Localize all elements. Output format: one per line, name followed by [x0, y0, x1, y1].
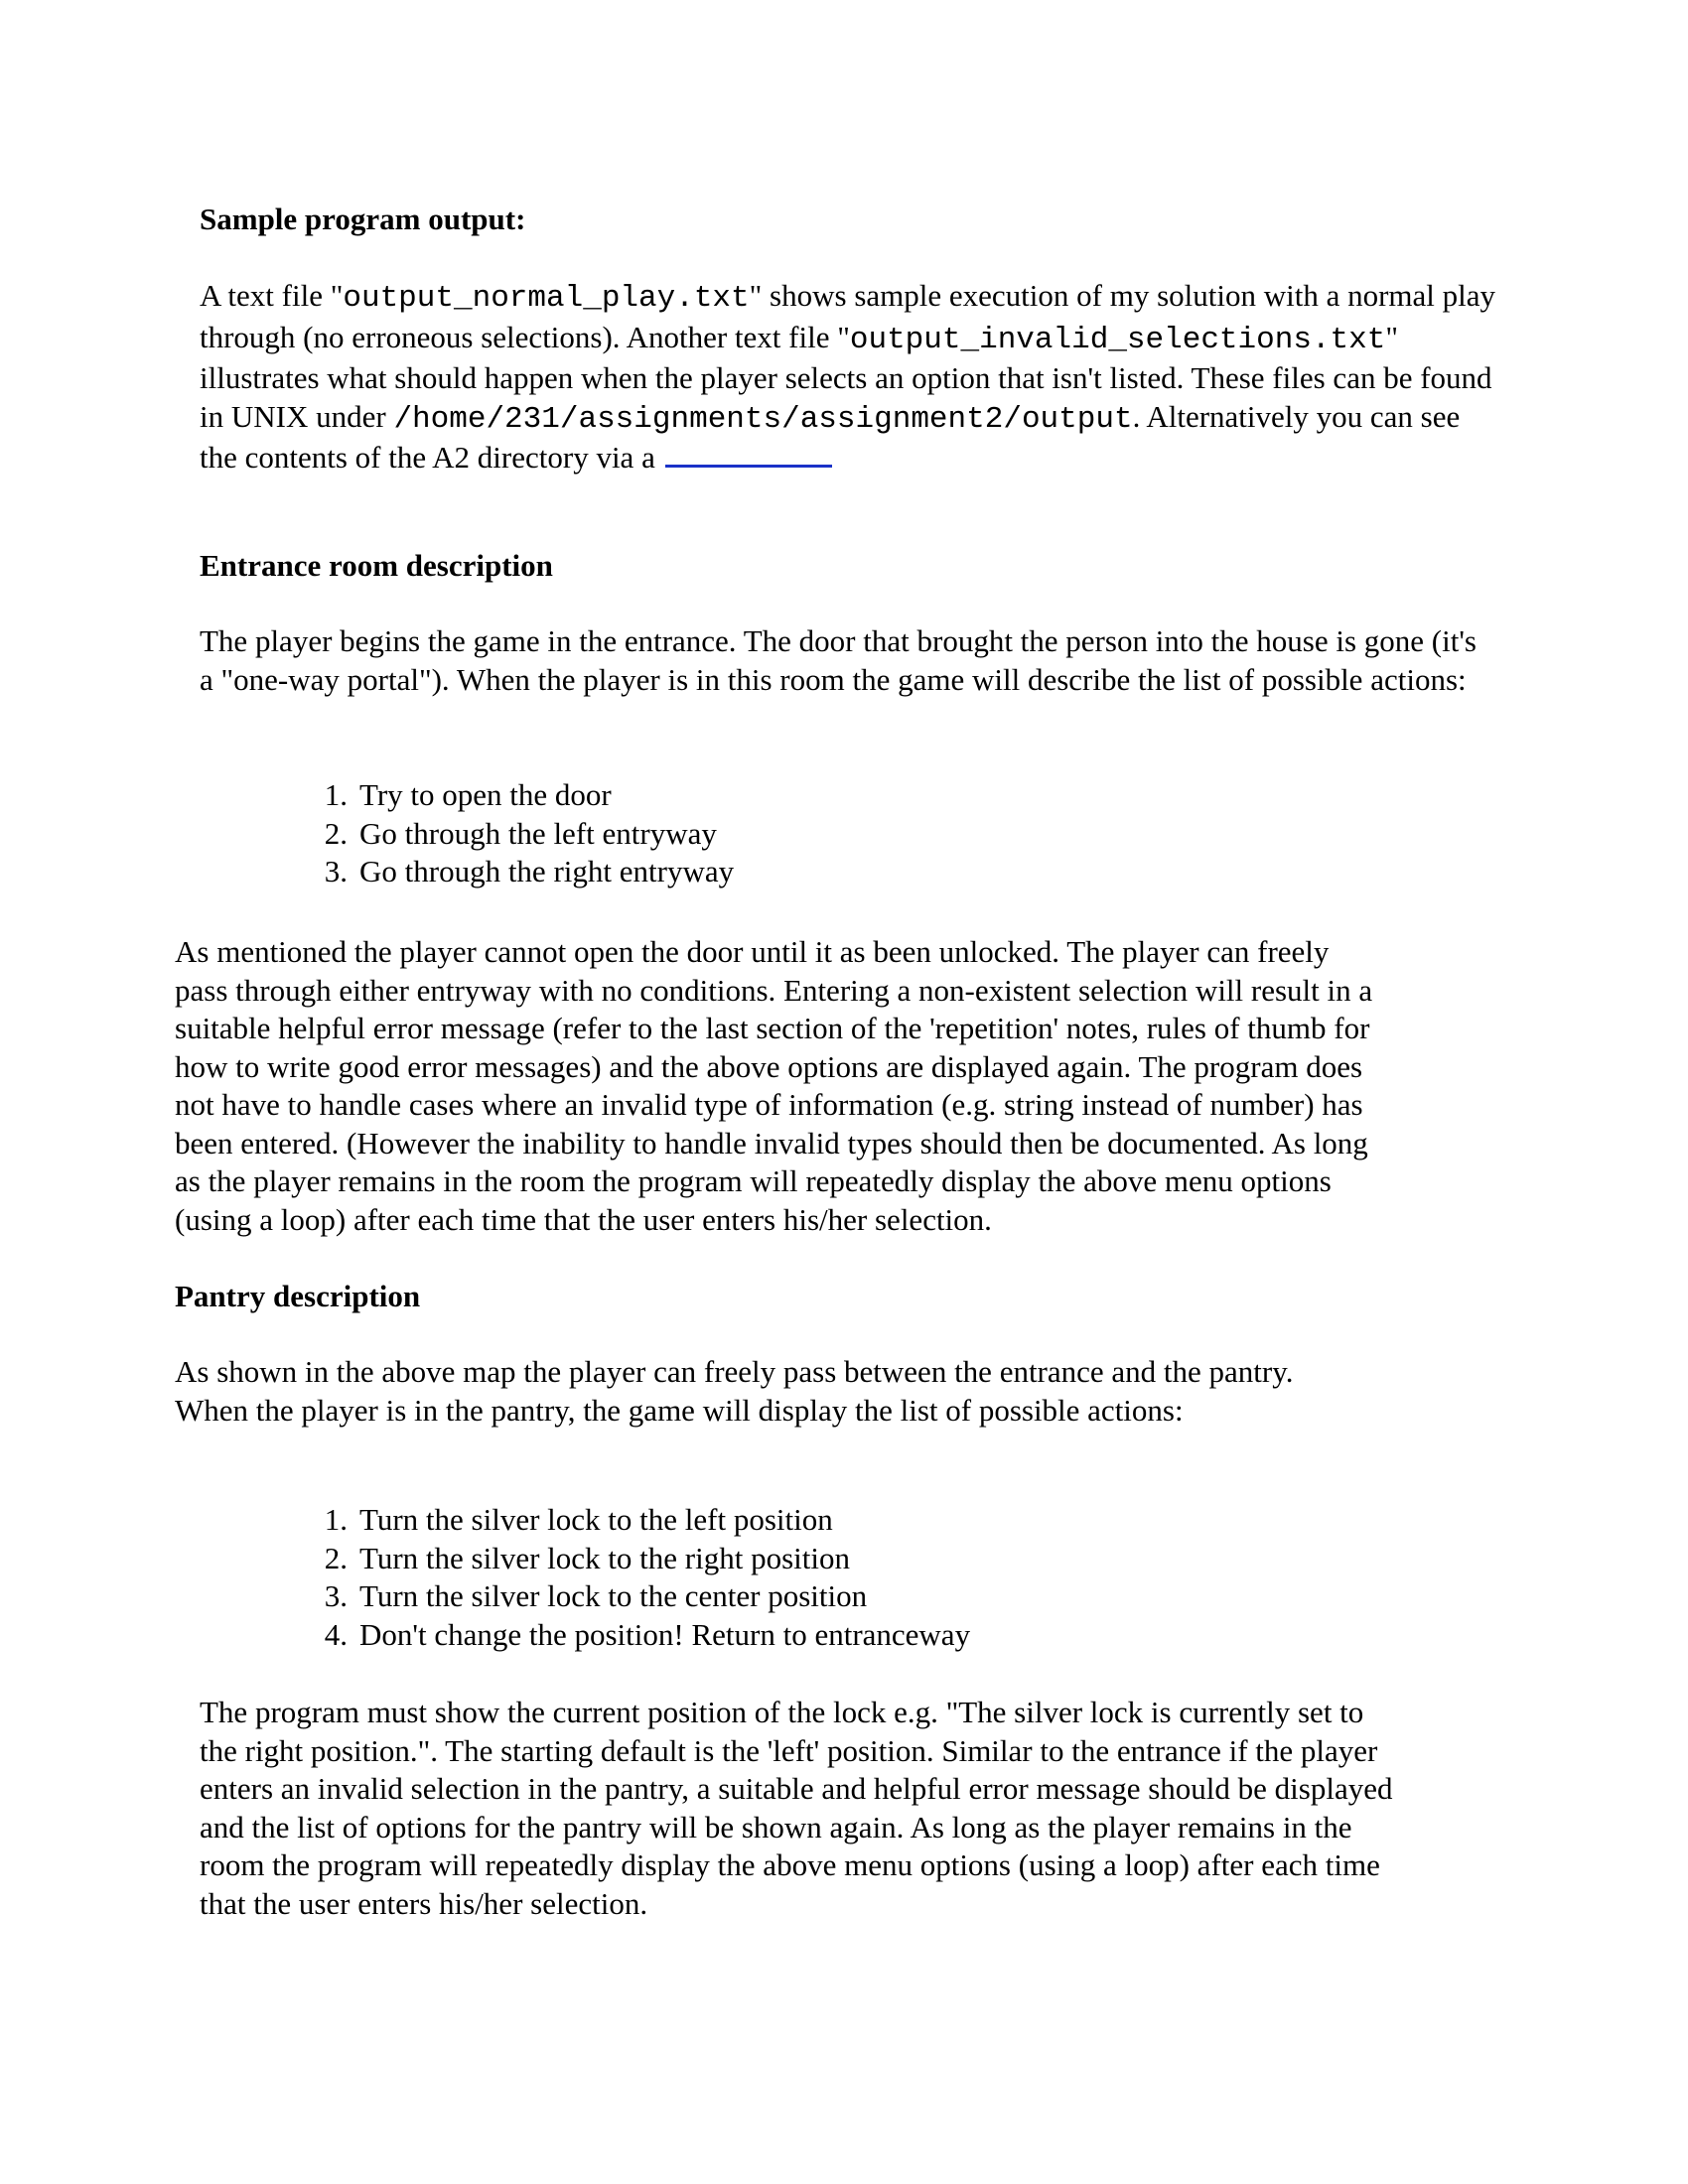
list-item-text: Try to open the door [359, 777, 612, 812]
sample-output-text-4: . Alternatively you can see the contents of the A2 directory via a [200, 398, 1461, 475]
text-line: As mentioned the player cannot open the door until it as been unlocked. The player can freely [175, 934, 1330, 969]
entrance-body-paragraph [175, 933, 1372, 1239]
a2-directory-link[interactable] [665, 439, 832, 468]
list-item [308, 1577, 970, 1616]
list-item-text: Turn the silver lock to the center position [359, 1578, 868, 1613]
text-line: as the player remains in the room the program will repeatedly display the above menu options [175, 1163, 1332, 1198]
text-line: When the player is in the pantry, the game will display the list of possible actions: [175, 1392, 1184, 1428]
list-item-number: 4. [324, 1616, 348, 1652]
text-line: that the user enters his/her selection. [200, 1885, 648, 1921]
text-line: been entered. (However the inability to handle invalid types should then be documented. As long [175, 1125, 1368, 1160]
entrance-options-list [308, 776, 734, 891]
text-line: As shown in the above map the player can freely pass between the entrance and the pantry. [175, 1354, 1294, 1389]
list-item [308, 815, 734, 854]
list-item-text: Turn the silver lock to the left position [359, 1502, 833, 1537]
list-item-text: Go through the right entryway [359, 854, 735, 888]
pantry-intro [175, 1353, 1293, 1430]
list-item-number: 3. [324, 854, 348, 888]
list-item [308, 853, 734, 891]
text-line: (using a loop) after each time that the user enters his/her selection. [175, 1201, 992, 1237]
file-name-normal-play: output_normal_play.txt [343, 281, 750, 316]
list-item-number: 1. [324, 777, 348, 812]
text-line: suitable helpful error message (refer to the last section of the 'repetition' notes, rules of thumb for [175, 1011, 1370, 1045]
sample-output-text-1: A text file " [200, 278, 344, 313]
text-line: and the list of options for the pantry will be shown again. As long as the player remains in the [200, 1809, 1352, 1844]
list-item-number: 2. [324, 1540, 348, 1575]
text-line: how to write good error messages) and the above options are displayed again. The program does [175, 1048, 1363, 1084]
list-item-text: Go through the left entryway [359, 815, 717, 851]
sample-output-heading: Sample program output: [200, 202, 526, 236]
sample-output-text-2: " shows sample execution of my solution with a normal play through (no erroneous selections). Another text file " [200, 278, 1496, 354]
entrance-intro: The player begins the game in the entrance. The door that brought the person into the house is gone (it's a "one-way portal"). When the player is in this room the game will describe the list of possible actions: [200, 623, 1477, 697]
entrance-heading: Entrance room description [200, 548, 553, 583]
text-line: room the program will repeatedly display the above menu options (using a loop) after each time [200, 1847, 1380, 1882]
text-line: not have to handle cases where an invalid type of information (e.g. string instead of number) has [175, 1087, 1363, 1122]
pantry-heading: Pantry description [175, 1279, 421, 1313]
list-item-number: 1. [324, 1502, 348, 1537]
text-line: The program must show the current position of the lock e.g. "The silver lock is currently set to [200, 1695, 1364, 1729]
list-item [308, 776, 734, 815]
sample-output-paragraph [200, 277, 1500, 478]
sample-output-text-3: " illustrates what should happen when the player selects an option that isn't listed. These files can be found in UNIX under [200, 319, 1492, 434]
text-line: the right position.". The starting default is the 'left' position. Similar to the entrance if the player [200, 1732, 1378, 1768]
list-item-text: Turn the silver lock to the right position [359, 1540, 850, 1575]
pantry-body-paragraph [200, 1694, 1392, 1923]
list-item [308, 1540, 970, 1578]
list-item-text: Don't change the position! Return to entranceway [359, 1616, 971, 1652]
text-line: pass through either entryway with no conditions. Entering a non-existent selection will result in a [175, 972, 1373, 1008]
text-line: enters an invalid selection in the pantry, a suitable and helpful error message should be displayed [200, 1771, 1393, 1806]
unix-path: /home/231/assignments/assignment2/output [393, 401, 1133, 437]
list-item [308, 1616, 970, 1655]
file-name-invalid-selections: output_invalid_selections.txt [849, 322, 1386, 357]
list-item [308, 1501, 970, 1540]
list-item-number: 2. [324, 815, 348, 851]
pantry-options-list [308, 1501, 970, 1654]
list-item-number: 3. [324, 1578, 348, 1613]
